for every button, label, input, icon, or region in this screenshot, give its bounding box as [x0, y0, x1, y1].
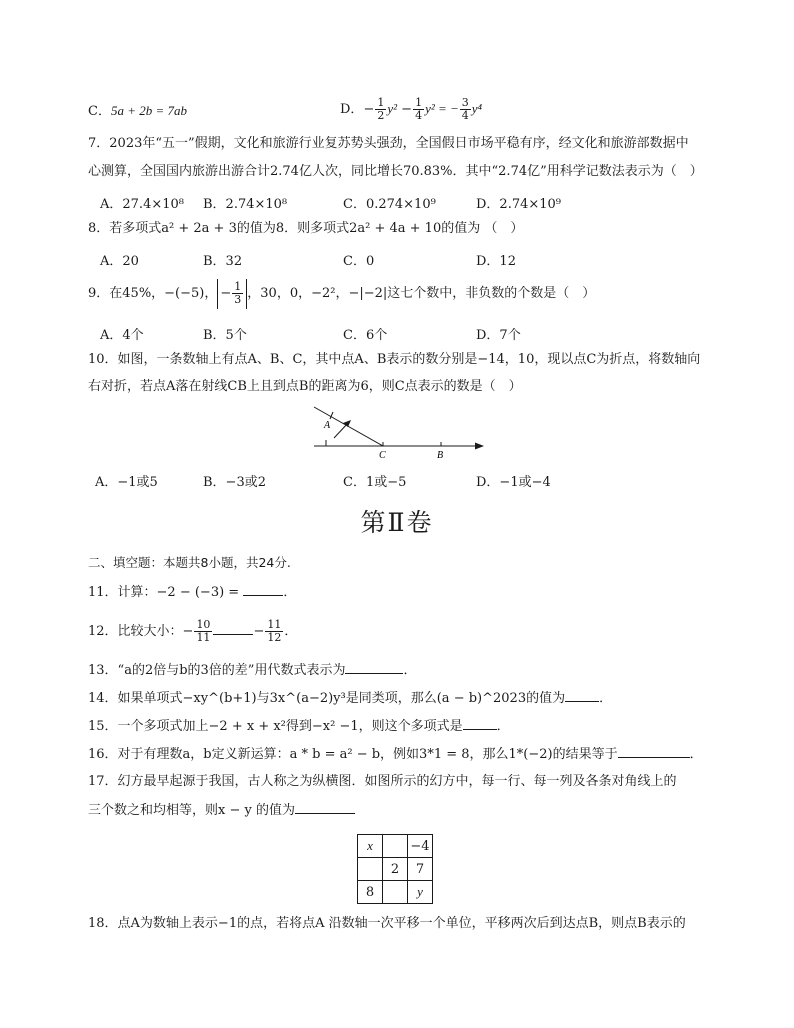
answer-blank[interactable]	[345, 661, 403, 674]
fraction: $\frac{1}{3}$	[234, 280, 242, 306]
magic-cell	[358, 858, 383, 881]
label-a: A	[324, 420, 331, 431]
q7-option-d: D．2.74×10⁹	[476, 197, 562, 212]
magic-square-row	[358, 881, 433, 904]
magic-square	[357, 834, 433, 904]
fold-arrow-head	[343, 420, 351, 427]
q6-option-d: D．− $\frac{1}{2}$ y² − $\frac{1}{4}$ y² = − $\frac{3}{4}$ y⁴	[340, 96, 483, 122]
q7-option-a: A．27.4×10⁸	[100, 197, 184, 212]
magic-cell	[383, 835, 408, 858]
absolute-value: − $\frac{1}{3}$	[217, 279, 247, 309]
answer-blank[interactable]	[213, 622, 253, 635]
label-c: C	[379, 450, 386, 461]
magic-square-row	[358, 835, 433, 858]
section-2-heading: 二、填空题：本题共8小题，共24分.	[88, 555, 291, 570]
magic-cell: 7	[408, 858, 433, 881]
q9-option-c: C．6个	[343, 328, 388, 343]
q9-line: 9．在45%，−(−5)， − $\frac{1}{3}$ ，30，0，−2²，−|−2|这七个数中，非负数的个数是（ ）	[88, 279, 595, 309]
magic-cell: y	[408, 881, 433, 904]
magic-cell: x	[358, 835, 383, 858]
magic-cell: 8	[358, 881, 383, 904]
q13-line: 13．“a的2倍与b的3倍的差”用代数式表示为 ．	[88, 663, 417, 678]
q10-option-b: B．−3或2	[203, 475, 266, 490]
q10-number-line-figure	[300, 400, 490, 462]
q10-option-c: C．1或−5	[343, 475, 407, 490]
q10-line-1: 10．如图，一条数轴上有点A、B、C，其中点A、B表示的数分别是−14，10，现以点C为折点，将数轴向	[88, 352, 701, 367]
q14-line: 14．如果单项式−xy^(b+1)与3x^(a−2)y³是同类项，那么(a − b)^2023的值为 ．	[88, 691, 613, 706]
q15-line: 15．一个多项式加上−2 + x + x²得到−x² −1，则这个多项式是 ．	[88, 719, 510, 734]
label-b: B	[437, 450, 444, 461]
part-2-title: 第Ⅱ卷	[360, 508, 434, 537]
q8-line: 8．若多项式a² + 2a + 3的值为8．则多项式2a² + 4a + 10的值为 （ ）	[88, 221, 524, 236]
q8-option-b: B．32	[203, 254, 243, 269]
q10-option-d: D．−1或−4	[476, 475, 551, 490]
magic-cell	[383, 881, 408, 904]
q10-option-a: A．−1或5	[95, 475, 158, 490]
q12-line: 12．比较大小：− $\frac{10}{11}$ − $\frac{11}{12}$ ．	[88, 618, 298, 644]
q11-line: 11．计算：−2 − (−3) = ．	[88, 585, 297, 600]
answer-blank[interactable]	[295, 801, 355, 814]
q18-line-1: 18．点A为数轴上表示−1的点，若将点A 沿数轴一次平移一个单位，平移两次后到达点B，则点B表示的	[88, 916, 686, 931]
q8-option-a: A．20	[100, 254, 139, 269]
fraction: $\frac{1}{2}$	[377, 96, 385, 122]
magic-cell: 2	[383, 858, 408, 881]
answer-blank[interactable]	[565, 689, 599, 702]
q7-line-2: 心测算，全国国内旅游出游合计2.74亿人次，同比增长70.83%．其中“2.74亿”用科学记数法表示为（ ）	[88, 164, 703, 179]
fraction: $\frac{11}{12}$	[267, 618, 282, 644]
answer-blank[interactable]	[463, 717, 497, 730]
q16-line: 16．对于有理数a，b定义新运算：a * b = a² − b，例如3*1 = 8，那么1*(−2)的结果等于 ．	[88, 747, 703, 762]
fraction: $\frac{1}{4}$	[415, 96, 423, 122]
magic-square-row	[358, 858, 433, 881]
q7-line-1: 7．2023年“五一”假期，文化和旅游行业复苏势头强劲，全国假日市场平稳有序，经文化和旅游部数据中	[88, 136, 689, 151]
q8-option-d: D．12	[476, 254, 516, 269]
number-line-arrowhead	[475, 443, 484, 450]
fraction: $\frac{10}{11}$	[196, 618, 211, 644]
q17-line-2: 三个数之和均相等，则x − y 的值为	[88, 801, 355, 820]
q9-option-d: D．7个	[476, 328, 521, 343]
q8-option-c: C．0	[343, 254, 375, 269]
q7-option-b: B．2.74×10⁸	[203, 197, 288, 212]
q17-line-1: 17．幻方最早起源于我国，古人称之为纵横图．如图所示的幻方中，每一行、每一列及各条对角线上的	[88, 774, 677, 789]
q9-option-b: B．5个	[203, 328, 247, 343]
answer-blank[interactable]	[243, 583, 283, 596]
magic-cell: −4	[408, 835, 433, 858]
fraction: $\frac{3}{4}$	[461, 96, 469, 122]
q6-option-c: C．5a + 2b = 7ab	[88, 103, 187, 119]
q9-option-a: A．4个	[100, 328, 144, 343]
answer-blank[interactable]	[618, 745, 690, 758]
q7-option-c: C．0.274×10⁹	[343, 197, 436, 212]
q10-line-2: 右对折，若点A落在射线CB上且到点B的距离为6，则C点表示的数是（ ）	[88, 379, 522, 394]
